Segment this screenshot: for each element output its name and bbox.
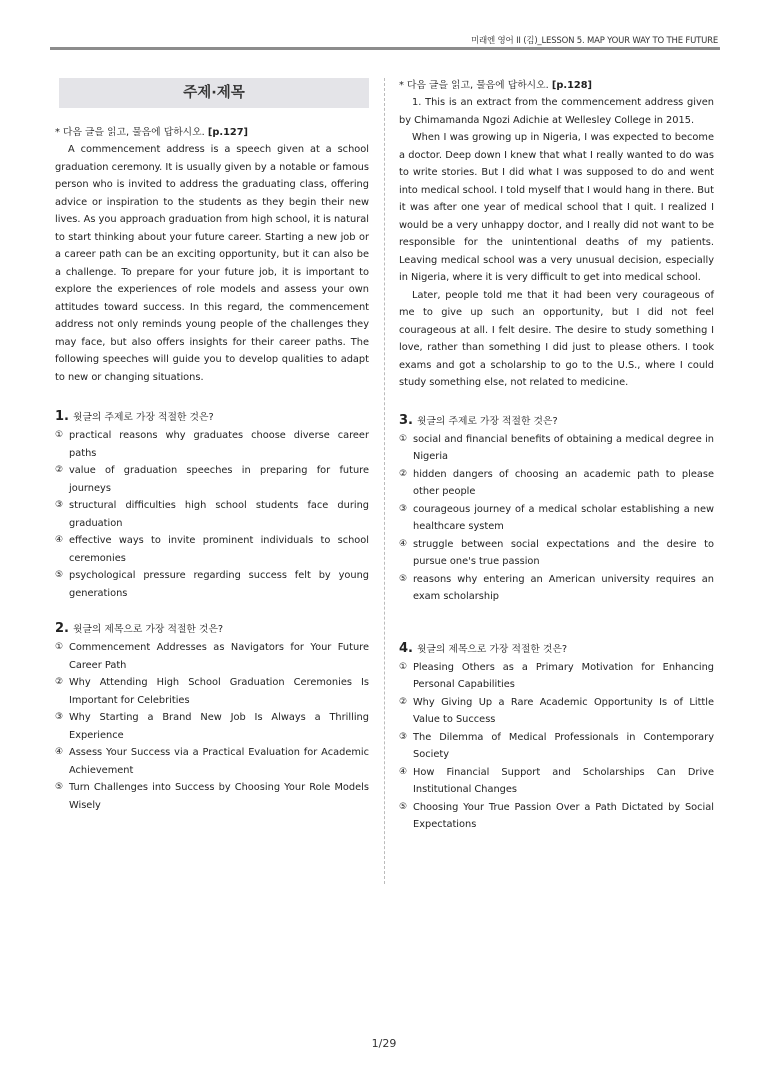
option-mark: ④ (399, 538, 408, 549)
option-text: hidden dangers of choosing an academic path to please other people (413, 468, 714, 497)
option-mark: ② (55, 465, 64, 475)
option-mark: ④ (399, 766, 408, 777)
option-5[interactable] (399, 571, 714, 606)
question-number: 4. (399, 640, 413, 656)
option-4[interactable] (55, 744, 369, 779)
option-text: Why Starting a Brand New Job Is Always a Thrilling Experience (69, 712, 369, 741)
column-divider (384, 78, 385, 884)
instruction-left (55, 125, 369, 141)
option-text: psychological pressure regarding success felt by young generations (69, 570, 369, 599)
option-mark: ② (55, 677, 64, 687)
option-mark: ⑤ (55, 570, 64, 580)
question-prompt: 윗글의 주제로 가장 적절한 것은? (416, 415, 558, 427)
option-1[interactable] (55, 427, 369, 462)
instruction-right (399, 78, 714, 94)
left-column (55, 78, 369, 814)
option-text: struggle between social expectations and the desire to pursue one's true passion (413, 538, 714, 567)
question-header (55, 620, 369, 639)
option-mark: ① (399, 661, 408, 672)
option-3[interactable] (399, 729, 714, 764)
option-mark: ① (55, 642, 64, 652)
header-rule (50, 47, 720, 50)
question-4 (399, 640, 714, 834)
option-mark: ⑤ (55, 782, 64, 792)
option-4[interactable] (55, 532, 369, 567)
question-number: 2. (55, 621, 69, 636)
option-mark: ③ (55, 500, 64, 510)
option-4[interactable] (399, 536, 714, 571)
option-3[interactable] (55, 709, 369, 744)
option-mark: ① (399, 433, 408, 444)
option-text: social and financial benefits of obtaining a medical degree in Nigeria (413, 433, 714, 462)
question-prompt: 윗글의 주제로 가장 적절한 것은? (72, 412, 214, 423)
passage-left: A commencement address is a speech given at a school graduation ceremony. It is usually given by a notable or famous person who is invited to address the graduating class, offering advice or inspiration to the students as they begin their new lives. As you approach graduation from high school, it is natural to start thinking about your future career. Starting a new job or a career path can be an exciting opportunity, but it can also be a challenge. To prepare for your future job, it is important to explore the experiences of role models and assess your own attitudes toward success. In this regard, the commencement address not only reminds young people of the challenges they may face, but also offers insights for their career paths. The following speeches will guide you to develop qualities to adapt to new or changing situations. (55, 144, 369, 383)
question-3 (399, 412, 714, 606)
option-text: courageous journey of a medical scholar establishing a new healthcare system (413, 503, 714, 532)
option-text: Why Attending High School Graduation Ceremonies Is Important for Celebrities (69, 677, 369, 706)
instruction-text: * 다음 글을 읽고, 물음에 답하시오. (55, 127, 205, 138)
question-prompt: 윗글의 제목으로 가장 적절한 것은? (72, 624, 224, 635)
question-1 (55, 408, 369, 602)
option-2[interactable] (55, 674, 369, 709)
option-2[interactable] (399, 466, 714, 501)
question-number: 3. (399, 412, 413, 428)
option-3[interactable] (399, 501, 714, 536)
option-mark: ⑤ (399, 801, 408, 812)
option-mark: ⑤ (399, 573, 408, 584)
page-number: 1/29 (371, 1037, 397, 1050)
option-2[interactable] (55, 462, 369, 497)
option-mark: ② (399, 696, 408, 707)
option-mark: ④ (55, 747, 64, 757)
option-text: Why Giving Up a Rare Academic Opportunity Is of Little Value to Success (413, 696, 714, 725)
option-1[interactable] (55, 639, 369, 674)
option-text: practical reasons why graduates choose diverse career paths (69, 430, 369, 459)
question-header (55, 408, 369, 427)
page-ref: [p.127] (207, 127, 248, 138)
option-text: value of graduation speeches in preparing for future journeys (69, 465, 369, 494)
option-text: Choosing Your True Passion Over a Path Dictated by Social Expectations (413, 801, 714, 830)
right-column (399, 78, 714, 834)
instruction-text: * 다음 글을 읽고, 물음에 답하시오. (399, 80, 549, 91)
option-mark: ③ (55, 712, 64, 722)
running-header: 미래엔 영어 II (김)_LESSON 5. MAP YOUR WAY TO THE FUTURE (471, 36, 718, 46)
page-ref: [p.128] (551, 80, 592, 91)
section-title: 주제·제목 (59, 78, 369, 108)
question-header (399, 640, 714, 659)
option-text: The Dilemma of Medical Professionals in Contemporary Society (413, 731, 714, 760)
option-mark: ② (399, 468, 408, 479)
option-2[interactable] (399, 694, 714, 729)
passage-right-p1: 1. This is an extract from the commencement address given by Chimamanda Ngozi Adichie at Wellesley College in 2015. (399, 97, 714, 126)
option-5[interactable] (55, 779, 369, 814)
option-mark: ④ (55, 535, 64, 545)
question-header (399, 412, 714, 431)
option-text: reasons why entering an American university requires an exam scholarship (413, 573, 714, 602)
option-4[interactable] (399, 764, 714, 799)
option-5[interactable] (399, 799, 714, 834)
question-2 (55, 620, 369, 814)
option-mark: ③ (399, 503, 408, 514)
option-text: structural difficulties high school students face during graduation (69, 500, 369, 529)
passage-right-p2: When I was growing up in Nigeria, I was expected to become a doctor. Deep down I knew that what I really wanted to do was to write stories. But I did what I was supposed to do and went into medical school. I told myself that I would hang in there. But it was after one year of medical school that I quit. I realized I would be a very unhappy doctor, and I really did not want to be responsible for the unintentional deaths of my patients. Leaving medical school was a very unusual decision, especially in Nigeria, where it is very difficult to get into medical school. (399, 132, 714, 283)
option-1[interactable] (399, 659, 714, 694)
option-text: Pleasing Others as a Primary Motivation for Enhancing Personal Capabilities (413, 661, 714, 690)
option-text: Assess Your Success via a Practical Evaluation for Academic Achievement (69, 747, 369, 776)
option-1[interactable] (399, 431, 714, 466)
option-mark: ③ (399, 731, 408, 742)
question-number: 1. (55, 409, 69, 424)
option-3[interactable] (55, 497, 369, 532)
option-mark: ① (55, 430, 64, 440)
option-text: Commencement Addresses as Navigators for Your Future Career Path (69, 642, 369, 671)
option-text: Turn Challenges into Success by Choosing Your Role Models Wisely (69, 782, 369, 811)
option-5[interactable] (55, 567, 369, 602)
option-text: How Financial Support and Scholarships Can Drive Institutional Changes (413, 766, 714, 795)
passage-right-p3: Later, people told me that it had been very courageous of me to give up such an opportunity, but I did not feel courageous at all. I felt desire. The desire to study something I love, rather than something I did just to please others. I took exams and got a scholarship to go to the U.S., where I could study something else, not related to medicine. (399, 289, 714, 388)
question-prompt: 윗글의 제목으로 가장 적절한 것은? (416, 643, 568, 655)
option-text: effective ways to invite prominent individuals to school ceremonies (69, 535, 369, 564)
